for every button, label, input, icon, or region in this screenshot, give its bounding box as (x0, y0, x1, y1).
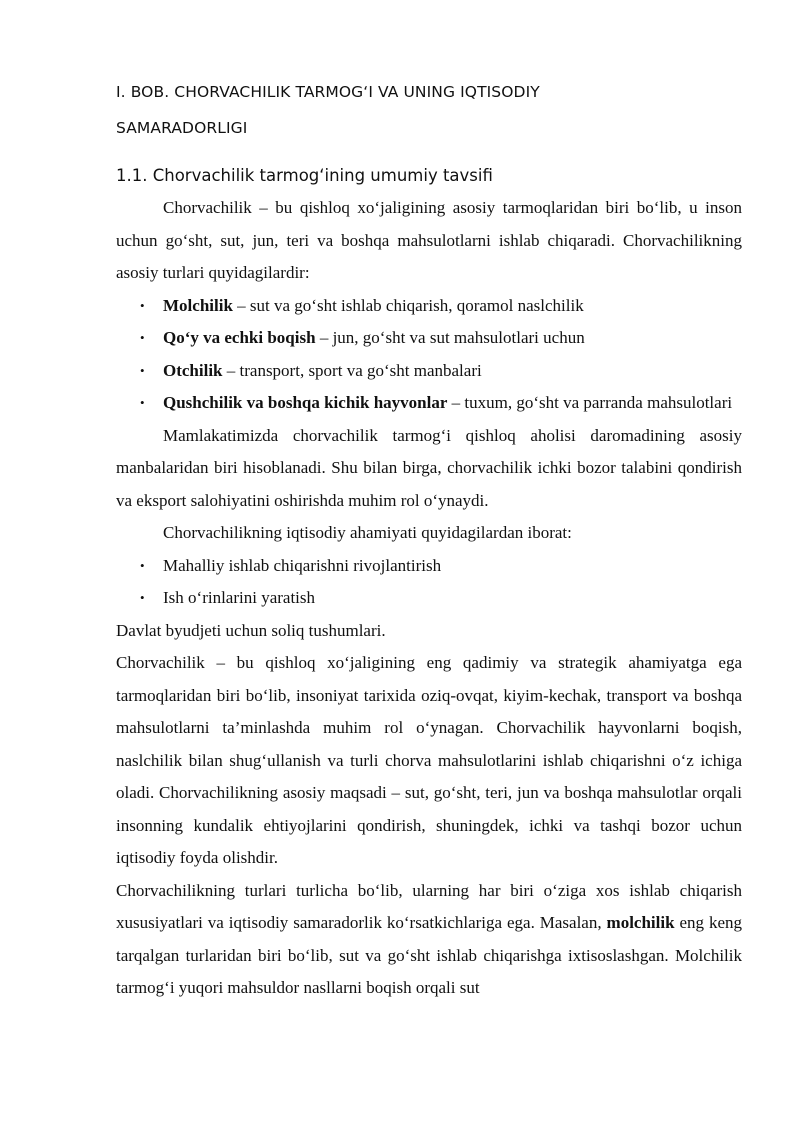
list-item (116, 582, 742, 615)
intro-paragraph: Chorvachilik – bu qishloq xo‘jaligining asosiy tarmoqlaridan biri bo‘lib, u inson uchun go‘sht, sut, jun, teri va boshqa mahsulotlarni ishlab chiqaradi. Chorvachilikning asosiy turlari quyidagilardir: (116, 198, 742, 282)
importance-list (116, 550, 742, 615)
paragraph-4: Davlat byudjeti uchun soliq tushumlari. (116, 620, 386, 640)
list-item-text: – jun, go‘sht va sut mahsulotlari uchun (315, 328, 585, 347)
paragraph-6-before: Chorvachilikning turlari turlicha bo‘lib, ularning har biri o‘ziga xos ishlab chiqarish xususiyatlari va iqtisodiy samaradorlik ko‘rsatkichlariga ega. Masalan, (116, 880, 742, 932)
paragraph-6 (116, 875, 742, 1005)
list-item (116, 290, 742, 323)
list-item-term: Molchilik (163, 295, 233, 315)
section-title: 1.1. Chorvachilik tarmog‘ining umumiy tavsifi (116, 166, 493, 185)
bullet-icon: • (140, 395, 145, 410)
document-page (116, 74, 742, 1005)
list-item-text: Ish o‘rinlarini yaratish (163, 588, 316, 607)
list-item-text: – transport, sport va go‘sht manbalari (222, 360, 482, 380)
bullet-icon: • (140, 362, 145, 378)
list-item-text: Mahalliy ishlab chiqarishni rivojlantirish (163, 555, 442, 575)
chapter-title (116, 74, 742, 146)
bullet-icon: • (140, 557, 145, 573)
paragraph-6-bold: molchilik (606, 913, 675, 932)
paragraph-3: Chorvachilikning iqtisodiy ahamiyati quyidagilardan iborat: (163, 523, 572, 542)
chapter-title-line1: I. BOB. CHORVACHILIK TARMOG‘I VA UNING IQTISODIY (116, 83, 540, 101)
bullet-icon: • (140, 590, 145, 605)
list-item-term: Qo‘y va echki boqish (163, 328, 316, 347)
list-item-term: Otchilik (163, 360, 223, 380)
livestock-types-list (116, 290, 742, 420)
bullet-icon: • (140, 330, 145, 345)
chapter-title-line2: SAMARADORLIGI (116, 119, 248, 137)
paragraph-5: Chorvachilik – bu qishloq xo‘jaligining eng qadimiy va strategik ahamiyatga ega tarmoqlaridan biri bo‘lib, insoniyat tarixida oziq-ovqat, kiyim-kechak, transport va boshqa mahsulotlarni ta’minlashda muhim rol o‘ynagan. Chorvachilik hayvonlarni boqish, naslchilik bilan shug‘ullanish va turli chorva mahsulotlarini ishlab chiqarishni o‘z ichiga oladi. Chorvachilikning asosiy maqsadi – sut, go‘sht, teri, jun va boshqa mahsulotlar orqali insonning kundalik ehtiyojlarini qondirish, shuningdek, ichki va tashqi bozor uchun iqtisodiy foyda olishdir. (116, 653, 742, 867)
list-item-text: – sut va go‘sht ishlab chiqarish, qoramol naslchilik (232, 295, 584, 315)
list-item (116, 322, 742, 355)
list-item (116, 387, 742, 420)
list-item (116, 355, 742, 388)
list-item-term: Qushchilik va boshqa kichik hayvonlar (163, 393, 448, 412)
bullet-icon: • (140, 297, 145, 313)
paragraph-6-after: eng keng tarqalgan turlaridan biri bo‘lib, sut va go‘sht ishlab chiqarishga ixtisoslashgan. Molchilik tarmog‘i yuqori mahsuldor nasllarni boqish orqali sut (116, 913, 742, 997)
list-item (116, 550, 742, 583)
paragraph-2: Mamlakatimizda chorvachilik tarmog‘i qishloq aholisi daromadining asosiy manbalaridan biri hisoblanadi. Shu bilan birga, chorvachilik ichki bozor talabini qondirish va eksport salohiyatini oshirishda muhim rol o‘ynaydi. (116, 425, 742, 510)
list-item-text: – tuxum, go‘sht va parranda mahsulotlari (447, 393, 733, 412)
